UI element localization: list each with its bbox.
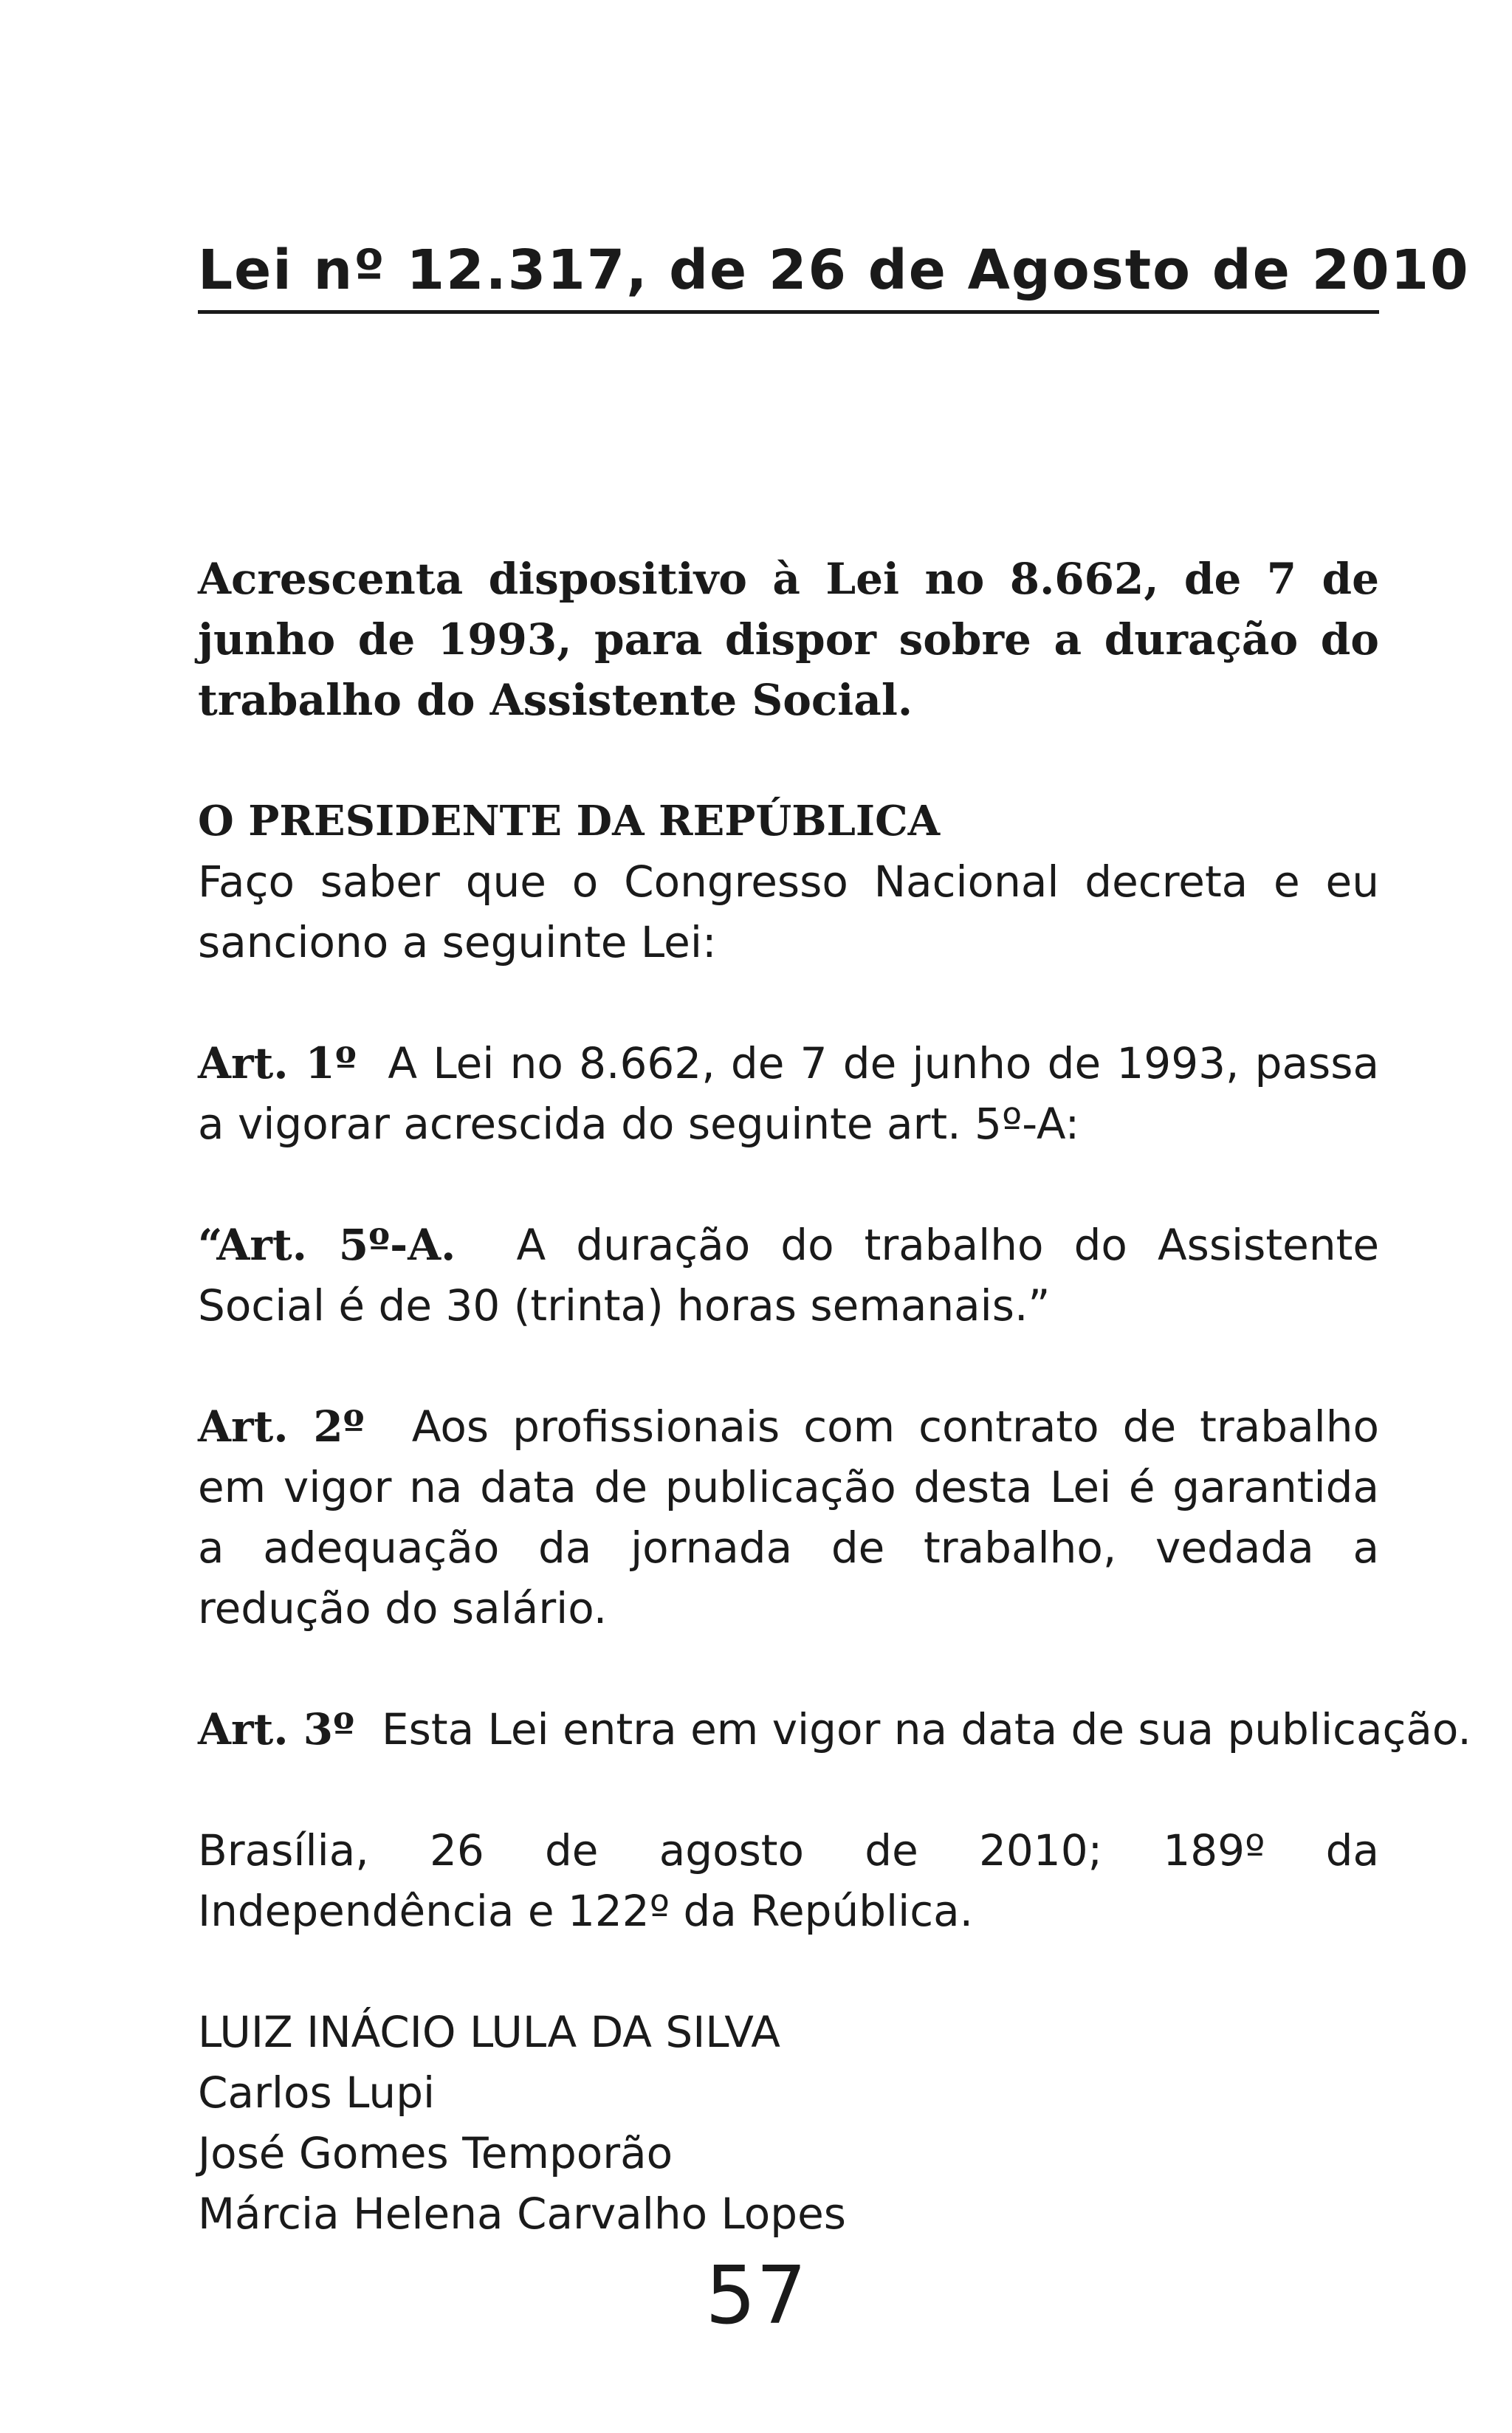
title-underline bbox=[198, 310, 1379, 314]
article-3 bbox=[198, 1699, 1471, 1760]
article-5a bbox=[198, 1215, 1379, 1336]
spacer bbox=[198, 730, 1379, 791]
spacer bbox=[198, 1638, 1379, 1699]
article-text: Aos profissionais com contrato de trabalho em vigor na data de publicação desta Lei é garantida a adequação da jornada de trabalho, vedada a redução do salário. bbox=[198, 1401, 1380, 1633]
spacer bbox=[198, 1154, 1379, 1215]
signatory: Carlos Lupi bbox=[198, 2067, 436, 2118]
article-1 bbox=[198, 1033, 1379, 1154]
closing-date-line: Brasília, 26 de agosto de 2010; 189º da Independência e 122º da República. bbox=[198, 1825, 1379, 1936]
enactment-text: Faço saber que o Congresso Nacional decreta e eu sanciono a seguinte Lei: bbox=[198, 857, 1379, 967]
article-label: Art. 1º bbox=[198, 1038, 357, 1088]
article-text: Esta Lei entra em vigor na data de sua publicação. bbox=[381, 1704, 1471, 1754]
spacer bbox=[198, 1336, 1379, 1396]
article-label: Art. 2º bbox=[198, 1401, 365, 1452]
page-number: 57 bbox=[705, 2250, 807, 2342]
spacer bbox=[198, 972, 1379, 1033]
document-body bbox=[198, 549, 1471, 2244]
spacer bbox=[198, 1941, 1379, 2002]
article-text: A duração do trabalho do Assistente Social é de 30 (trinta) horas semanais.” bbox=[198, 1220, 1380, 1331]
law-summary: Acrescenta dispositivo à Lei no 8.662, de 7 de junho de 1993, para dispor sobre a duração do trabalho do Assistente Social. bbox=[198, 554, 1379, 725]
article-label: “Art. 5º-A. bbox=[198, 1220, 456, 1270]
signatory: Márcia Helena Carvalho Lopes bbox=[198, 2189, 847, 2239]
signatory-president: LUIZ INÁCIO LULA DA SILVA bbox=[198, 2007, 780, 2057]
spacer bbox=[198, 1760, 1379, 1820]
article-label: Art. 3º bbox=[198, 1704, 355, 1754]
article-2 bbox=[198, 1396, 1379, 1638]
signatory: José Gomes Temporão bbox=[198, 2128, 673, 2178]
article-text: A Lei no 8.662, de 7 de junho de 1993, passa a vigorar acrescida do seguinte art. 5º-A: bbox=[198, 1038, 1380, 1149]
enactment-heading: O PRESIDENTE DA REPÚBLICA bbox=[198, 797, 941, 845]
page-title: Lei nº 12.317, de 26 de Agosto de 2010 bbox=[198, 239, 1470, 302]
